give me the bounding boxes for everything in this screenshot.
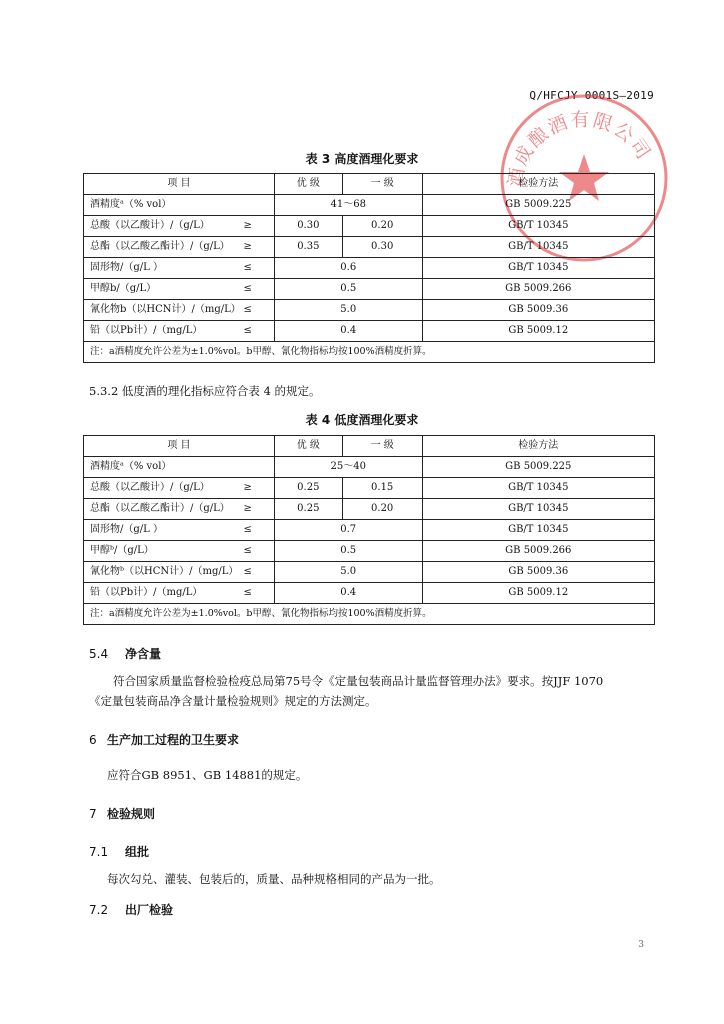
grade-value-cell: 0.4 [274, 583, 422, 604]
item-cell [84, 478, 275, 499]
item-label: 氰化物b（以HCN计）/（mg/L） [90, 304, 241, 315]
item-cell [84, 258, 275, 279]
item-cell [84, 562, 275, 583]
grade-value-cell: 0.4 [274, 321, 422, 342]
clause-5-3-2: 5.3.2 低度酒的理化指标应符合表 4 的规定。 [89, 384, 321, 398]
table-row [84, 321, 655, 342]
section-6-body: 应符合GB 8951、GB 14881的规定。 [107, 768, 308, 782]
table-row [84, 300, 655, 321]
header-method: 检验方法 [422, 436, 654, 457]
header-method: 检验方法 [422, 174, 654, 195]
first-grade-cell: 0.20 [342, 216, 422, 237]
section-5-4-body-line2: 《定量包装商品净含量计量检验规则》规定的方法测定。 [89, 694, 377, 708]
item-cell [84, 520, 275, 541]
table-row [84, 457, 655, 478]
comparison-operator: ≤ [243, 304, 252, 315]
item-label: 铅（以Pb计）/（mg/L） [90, 587, 203, 598]
table-note-row [84, 604, 655, 625]
table-row [84, 216, 655, 237]
method-cell: GB 5009.225 [422, 195, 654, 216]
item-label: 总酸（以乙酸计）/（g/L） [90, 220, 210, 231]
table-row [84, 520, 655, 541]
premium-grade-cell: 0.30 [274, 216, 342, 237]
section-7-heading: 7 检验规则 [89, 807, 156, 821]
table-row [84, 583, 655, 604]
table3 [83, 173, 655, 363]
comparison-operator: ≥ [243, 503, 252, 514]
comparison-operator: ≤ [243, 325, 252, 336]
grade-value-cell: 25～40 [274, 457, 422, 478]
item-label: 酒精度ᵃ（% vol） [90, 199, 172, 210]
table-row [84, 279, 655, 300]
table-note: 注：a酒精度允许公差为±1.0%vol。b甲醇、氰化物指标均按100%酒精度折算。 [84, 342, 655, 363]
table-row [84, 562, 655, 583]
item-label: 甲醇b/（g/L） [90, 283, 157, 294]
method-cell: GB/T 10345 [422, 520, 654, 541]
first-grade-cell: 0.15 [342, 478, 422, 499]
method-cell: GB 5009.266 [422, 541, 654, 562]
header-premium: 优 级 [274, 436, 342, 457]
comparison-operator: ≤ [243, 566, 252, 577]
comparison-operator: ≤ [243, 545, 252, 556]
first-grade-cell: 0.20 [342, 499, 422, 520]
item-cell [84, 583, 275, 604]
section-7-2-heading: 7.2 出厂检验 [89, 903, 174, 917]
item-cell [84, 499, 275, 520]
table3-caption: 表 3 高度酒理化要求 [305, 152, 419, 166]
comparison-operator: ≤ [243, 587, 252, 598]
header-first: 一 级 [342, 174, 422, 195]
table-row [84, 237, 655, 258]
table-row [84, 499, 655, 520]
item-cell [84, 237, 275, 258]
grade-value-cell: 0.5 [274, 541, 422, 562]
section-5-4-heading: 5.4 净含量 [89, 647, 162, 661]
table-header-row [84, 174, 655, 195]
table4-caption: 表 4 低度酒理化要求 [305, 413, 419, 427]
premium-grade-cell: 0.35 [274, 237, 342, 258]
table4 [83, 435, 655, 625]
grade-value-cell: 5.0 [274, 300, 422, 321]
item-cell [84, 300, 275, 321]
comparison-operator: ≤ [243, 262, 252, 273]
method-cell: GB/T 10345 [422, 216, 654, 237]
item-cell [84, 195, 275, 216]
section-5-4-body-line1: 符合国家质量监督检验检疫总局第75号令《定量包装商品计量监督管理办法》要求。按JJF 1070 [113, 674, 604, 688]
premium-grade-cell: 0.25 [274, 478, 342, 499]
method-cell: GB 5009.12 [422, 321, 654, 342]
table-note-row [84, 342, 655, 363]
table-row [84, 258, 655, 279]
comparison-operator: ≥ [243, 241, 252, 252]
item-label: 固形物/（g/L ） [90, 524, 163, 535]
method-cell: GB 5009.266 [422, 279, 654, 300]
method-cell: GB 5009.12 [422, 583, 654, 604]
grade-value-cell: 5.0 [274, 562, 422, 583]
method-cell: GB 5009.36 [422, 300, 654, 321]
item-cell [84, 279, 275, 300]
item-label: 总酯（以乙酸乙酯计）/（g/L） [90, 241, 230, 252]
section-6-heading: 6 生产加工过程的卫生要求 [89, 733, 240, 747]
table-row [84, 541, 655, 562]
grade-value-cell: 0.6 [274, 258, 422, 279]
premium-grade-cell: 0.25 [274, 499, 342, 520]
item-cell [84, 457, 275, 478]
comparison-operator: ≤ [243, 524, 252, 535]
item-label: 固形物/（g/L ） [90, 262, 163, 273]
first-grade-cell: 0.30 [342, 237, 422, 258]
method-cell: GB 5009.36 [422, 562, 654, 583]
method-cell: GB/T 10345 [422, 237, 654, 258]
document-id: Q/HFCJY 0001S—2019 [529, 89, 654, 102]
table-row [84, 478, 655, 499]
method-cell: GB/T 10345 [422, 258, 654, 279]
page-number: 3 [638, 940, 644, 950]
svg-text:酒成酿酒有限公司: 酒成酿酒有限公司 [504, 108, 656, 189]
item-label: 氰化物ᵇ（以HCN计）/（mg/L） [90, 566, 239, 577]
item-label: 酒精度ᵃ（% vol） [90, 461, 172, 472]
header-item: 项 目 [84, 174, 275, 195]
item-label: 甲醇ᵇ/（g/L） [90, 545, 154, 556]
comparison-operator: ≥ [243, 220, 252, 231]
header-item: 项 目 [84, 436, 275, 457]
table-header-row [84, 436, 655, 457]
item-label: 总酯（以乙酸乙酯计）/（g/L） [90, 503, 230, 514]
grade-value-cell: 41～68 [274, 195, 422, 216]
method-cell: GB/T 10345 [422, 478, 654, 499]
comparison-operator: ≤ [243, 283, 252, 294]
item-cell [84, 541, 275, 562]
item-label: 铅（以Pb计）/（mg/L） [90, 325, 203, 336]
grade-value-cell: 0.7 [274, 520, 422, 541]
method-cell: GB 5009.225 [422, 457, 654, 478]
section-7-1-heading: 7.1 组批 [89, 845, 150, 859]
header-first: 一 级 [342, 436, 422, 457]
table-row [84, 195, 655, 216]
item-label: 总酸（以乙酸计）/（g/L） [90, 482, 210, 493]
table-note: 注：a酒精度允许公差为±1.0%vol。b甲醇、氰化物指标均按100%酒精度折算。 [84, 604, 655, 625]
item-cell [84, 216, 275, 237]
method-cell: GB/T 10345 [422, 499, 654, 520]
comparison-operator: ≥ [243, 482, 252, 493]
grade-value-cell: 0.5 [274, 279, 422, 300]
header-premium: 优 级 [274, 174, 342, 195]
section-7-1-body: 每次勾兑、灌装、包装后的，质量、品种规格相同的产品为一批。 [107, 872, 441, 886]
item-cell [84, 321, 275, 342]
